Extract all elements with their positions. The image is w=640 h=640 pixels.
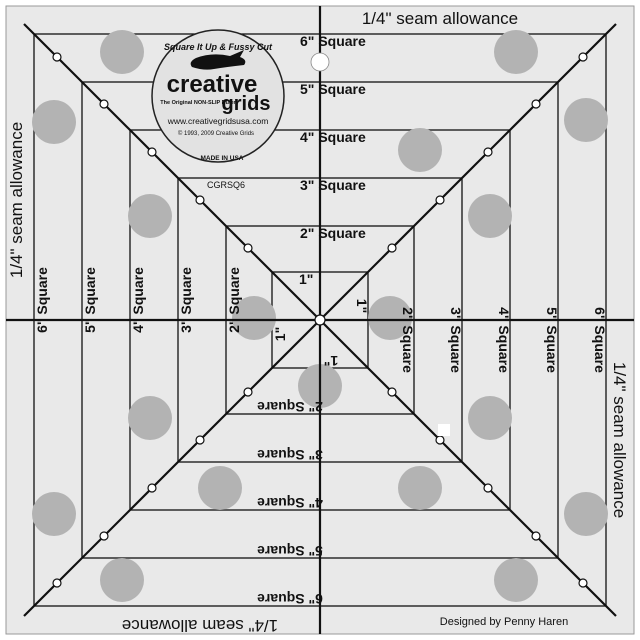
label-bottom-2: 2" Square: [257, 399, 323, 415]
label-top-1: 1": [299, 271, 314, 287]
label-top-6: 6" Square: [300, 33, 366, 49]
label-bottom-4: 4" Square: [257, 495, 323, 511]
diag-marker: [244, 244, 252, 252]
fussy-dot: [468, 194, 512, 238]
diag-marker: [100, 100, 108, 108]
logo-brand-top: creative: [166, 71, 258, 98]
label-right-4: 4" Square: [496, 307, 512, 373]
label-left-4: 4" Square: [130, 267, 146, 333]
logo-tagline: Square It Up & Fussy Cut: [163, 42, 273, 52]
fussy-dot: [100, 30, 144, 74]
seam-label-right: 1/4" seam allowance: [610, 361, 629, 519]
diag-marker: [53, 579, 61, 587]
label-left-6: 6" Square: [34, 267, 50, 333]
diag-marker: [244, 388, 252, 396]
label-left-5: 5" Square: [82, 267, 98, 333]
hanging-hole: [311, 53, 329, 71]
fussy-dot: [494, 558, 538, 602]
diag-marker: [579, 53, 587, 61]
label-top-5: 5" Square: [300, 81, 366, 97]
label-left-1: 1": [272, 326, 288, 342]
corner-notch: [438, 424, 450, 436]
diag-marker: [196, 196, 204, 204]
fussy-dot: [32, 492, 76, 536]
diag-marker: [532, 100, 540, 108]
logo-brand-bottom: grids: [221, 93, 271, 115]
seam-label-left: 1/4" seam allowance: [7, 121, 26, 279]
diag-marker: [532, 532, 540, 540]
seam-label-bottom: 1/4" seam allowance: [121, 616, 279, 635]
label-left-2: 2" Square: [226, 267, 242, 333]
fussy-dot: [494, 30, 538, 74]
label-top-3: 3" Square: [300, 177, 366, 193]
diag-marker: [53, 53, 61, 61]
product-code: CGRSQ6: [206, 180, 246, 190]
label-right-3: 3" Square: [448, 307, 464, 373]
label-right-2: 2" Square: [400, 307, 416, 373]
fussy-dot: [468, 396, 512, 440]
logo-copyright: © 1993, 2009 Creative Grids: [177, 131, 255, 137]
label-bottom-1: 1": [323, 353, 339, 369]
logo-made-in: MADE IN USA: [200, 155, 244, 162]
label-top-2: 2" Square: [300, 225, 366, 241]
label-bottom-6: 6" Square: [257, 591, 323, 607]
fussy-dot: [128, 396, 172, 440]
label-right-1: 1": [354, 298, 370, 314]
label-bottom-3: 3" Square: [257, 447, 323, 463]
logo-subline: The Original NON-SLIP Ruler: [160, 100, 236, 106]
fussy-dot: [564, 492, 608, 536]
fussy-dot: [398, 128, 442, 172]
fussy-dot: [198, 466, 242, 510]
diag-marker: [388, 388, 396, 396]
diag-marker: [148, 484, 156, 492]
logo-website: www.creativegridsusa.com: [167, 116, 269, 126]
diag-marker: [436, 436, 444, 444]
diag-marker: [579, 579, 587, 587]
seam-label-top: 1/4" seam allowance: [361, 9, 519, 28]
diag-marker: [484, 484, 492, 492]
fussy-dot: [398, 466, 442, 510]
diag-marker: [196, 436, 204, 444]
fussy-dot: [128, 194, 172, 238]
diag-marker: [436, 196, 444, 204]
designer-credit: Designed by Penny Haren: [439, 616, 569, 628]
label-left-3: 3" Square: [178, 267, 194, 333]
fussy-dot: [100, 558, 144, 602]
diag-marker: [484, 148, 492, 156]
label-bottom-5: 5" Square: [257, 543, 323, 559]
label-right-6: 6" Square: [592, 307, 608, 373]
fussy-dot: [32, 100, 76, 144]
center-marker: [315, 315, 325, 325]
diag-marker: [100, 532, 108, 540]
label-top-4: 4" Square: [300, 129, 366, 145]
diag-marker: [148, 148, 156, 156]
diag-marker: [388, 244, 396, 252]
logo-badge: [152, 30, 284, 162]
label-right-5: 5" Square: [544, 307, 560, 373]
fussy-dot: [564, 98, 608, 142]
